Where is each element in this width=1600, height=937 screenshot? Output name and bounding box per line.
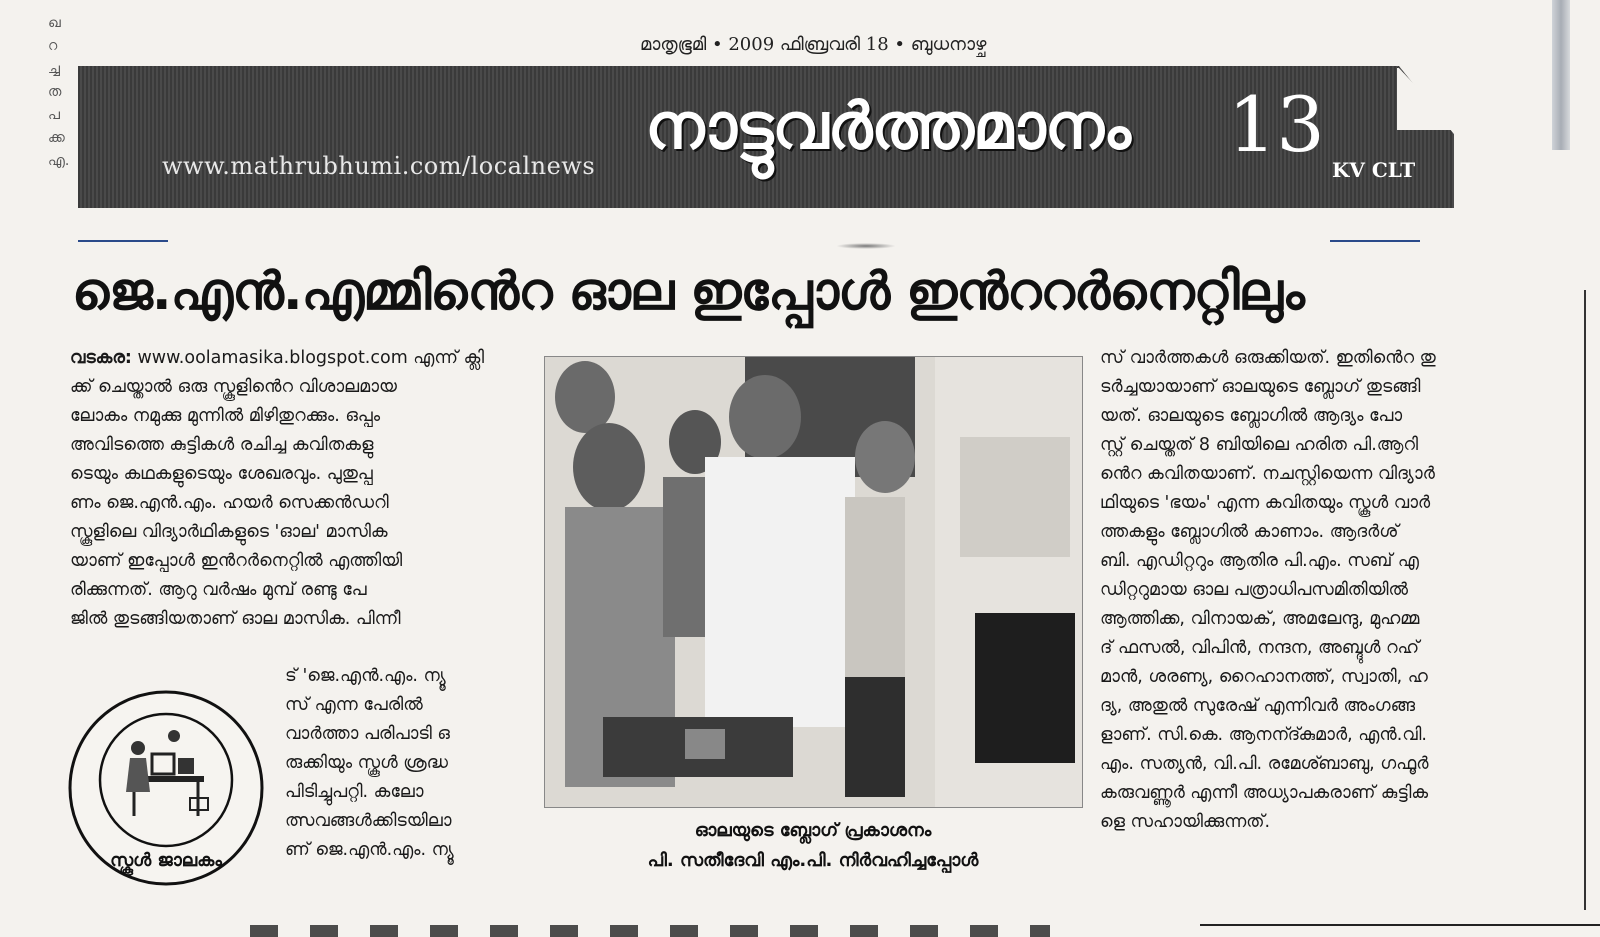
divider-right	[1330, 240, 1420, 242]
page-number: 13	[1228, 80, 1325, 169]
fragment: എ.	[48, 153, 70, 169]
ink-smudge	[836, 243, 896, 249]
text-line: രിക്കുന്നത്. ആറു വർഷം മുമ്പ് രണ്ടു പേ	[70, 580, 367, 600]
text-line: മാൻ, ശരണ്യ, റൈഹാനത്ത്, സ്വാതി, ഹ	[1100, 667, 1428, 687]
text-line: ത്തകളും ബ്ലോഗിൽ കാണാം. ആദർശ്	[1100, 522, 1399, 542]
fragment: ക്ക	[48, 130, 65, 146]
text-line: കരുവണ്ണൂർ എന്നീ അധ്യാപകരാണ് കുട്ടിക	[1100, 783, 1429, 803]
edition-code: KV CLT	[1332, 158, 1416, 182]
banner-url: www.mathrubhumi.com/localnews	[162, 152, 596, 180]
fragment: റ	[48, 38, 58, 54]
text-line: യത്. ഓലയുടെ ബ്ലോഗിൽ ആദ്യം പോ	[1100, 406, 1403, 426]
text-line: ടെയും കഥകളുടെയും ശേഖരവും. പുതുപ്പ	[70, 464, 373, 484]
text-line: ട് 'ജെ.എൻ.എം. ന്യൂ	[285, 666, 446, 686]
fragment: പ	[48, 107, 60, 123]
text-line: സ്റ്റ് ചെയ്തത് 8 ബിയിലെ ഹരിത പി.ആറി	[1100, 435, 1419, 455]
text-line: ദ് ഫസൽ, വിപിൻ, നന്ദന, അബ്ദുൾ റഹ്	[1100, 638, 1420, 658]
school-jalakam-logo	[66, 688, 266, 888]
text-line: സ് എന്ന പേരിൽ	[285, 695, 423, 715]
text-line: ജിൽ തുടങ്ങിയതാണ് ഓല മാസിക. പിന്നീ	[70, 609, 401, 629]
adjacent-page-strip	[1552, 0, 1570, 150]
text-line: ളെ സഹായിക്കുന്നത്.	[1100, 812, 1271, 832]
text-line	[70, 344, 530, 373]
next-headline-fragment	[250, 925, 1050, 937]
text-line: ഥിയുടെ 'ഭയം' എന്ന കവിതയും സ്കൂൾ വാർ	[1100, 493, 1431, 513]
caption-line-2: പി. സതീദേവി എം.പി. നിർവഹിച്ചപ്പോൾ	[647, 850, 979, 871]
dateline: മാതൃഭൂമി • 2009 ഫിബ്രവരി 18 • ബുധനാഴ്ച	[640, 34, 987, 55]
divider-left	[78, 240, 168, 242]
fragment: ത	[48, 84, 62, 100]
fragment: ച്ച	[48, 61, 60, 77]
text-line-rest: www.oolamasika.blogspot.com എന്ന് ക്ലി	[131, 348, 485, 368]
fragment: ഖ	[48, 15, 61, 31]
text-line: സ് വാർത്തകൾ ഒരുക്കിയത്. ഇതിൻെറ തു	[1100, 348, 1436, 368]
article-column-3	[1100, 344, 1520, 837]
adjacent-page-fragments	[48, 12, 78, 173]
text-line: ബി. എഡിറ്ററും ആതിര പി.എം. സബ് എ	[1100, 551, 1419, 571]
text-line: അവിടത്തെ കുട്ടികൾ രചിച്ച കവിതകളു	[70, 435, 374, 455]
text-line: ണം ജെ.എൻ.എം. ഹയർ സെക്കൻഡറി	[70, 493, 389, 513]
text-line: ണ് ജെ.എൻ.എം. ന്യൂ	[285, 840, 454, 860]
text-line: ദ്യ, അതുൽ സുരേഷ് എന്നിവർ അംഗങ്ങ	[1100, 696, 1416, 716]
logo-text: സ്കൂൾ ജാലകം	[110, 850, 222, 871]
text-line: സ്കൂളിലെ വിദ്യാർഥികളുടെ 'ഓല' മാസിക	[70, 522, 388, 542]
article-column-1	[70, 344, 530, 634]
bottom-rule	[1200, 924, 1600, 926]
text-line: ലോകം നമുക്കു മുന്നിൽ മിഴിതുറക്കും. ഒപ്പം	[70, 406, 381, 426]
photo-caption	[548, 816, 1078, 876]
text-line: ക്ക് ചെയ്താൽ ഒരു സ്കൂളിൻെറ വിശാലമായ	[70, 377, 397, 397]
text-line: പിടിച്ചുപറ്റി. കലോ	[285, 782, 424, 802]
text-line: വാർത്താ പരിപാടി ഒ	[285, 724, 450, 744]
dateline-place: വടകര:	[70, 348, 132, 368]
text-line: ൻെറ കവിതയാണ്. നചസ്റ്റിയെന്ന വിദ്യാർ	[1100, 464, 1435, 484]
text-line: ടർച്ചയായാണ് ഓലയുടെ ബ്ലോഗ് തുടങ്ങി	[1100, 377, 1421, 397]
text-line: യാണ് ഇപ്പോൾ ഇൻറർനെറ്റിൽ എത്തിയി	[70, 551, 403, 571]
text-line: രുക്കിയും സ്കൂൾ ശ്രദ്ധ	[285, 753, 448, 773]
caption-line-1: ഓലയുടെ ബ്ലോഗ് പ്രകാശനം	[694, 820, 932, 841]
article-headline: ജെ.എൻ.എമ്മിൻെറ ഓല ഇപ്പോൾ ഇൻററർനെറ്റിലും	[72, 262, 1304, 322]
article-column-1-wrap	[285, 662, 530, 865]
text-line: ത്സവങ്ങൾക്കിടയിലാ	[285, 811, 452, 831]
text-line: ആത്തിക്ക, വിനായക്, അമലേന്ദു, മുഹമ്മ	[1100, 609, 1420, 629]
section-title: നാട്ടുവർത്തമാനം	[645, 90, 1130, 164]
text-line: എം. സത്യൻ, വി.പി. രമേശ്ബാബു, ഗഫൂർ	[1100, 754, 1429, 774]
article-photo	[544, 356, 1083, 808]
text-line: ഡിറ്ററുമായ ഓല പത്രാധിപസമിതിയിൽ	[1100, 580, 1409, 600]
adjacent-column-rule	[1584, 290, 1586, 910]
text-line: ളാണ്. സി.കെ. ആനന്ദ്കുമാർ, എൻ.വി.	[1100, 725, 1427, 745]
photo-scene	[545, 357, 1082, 807]
